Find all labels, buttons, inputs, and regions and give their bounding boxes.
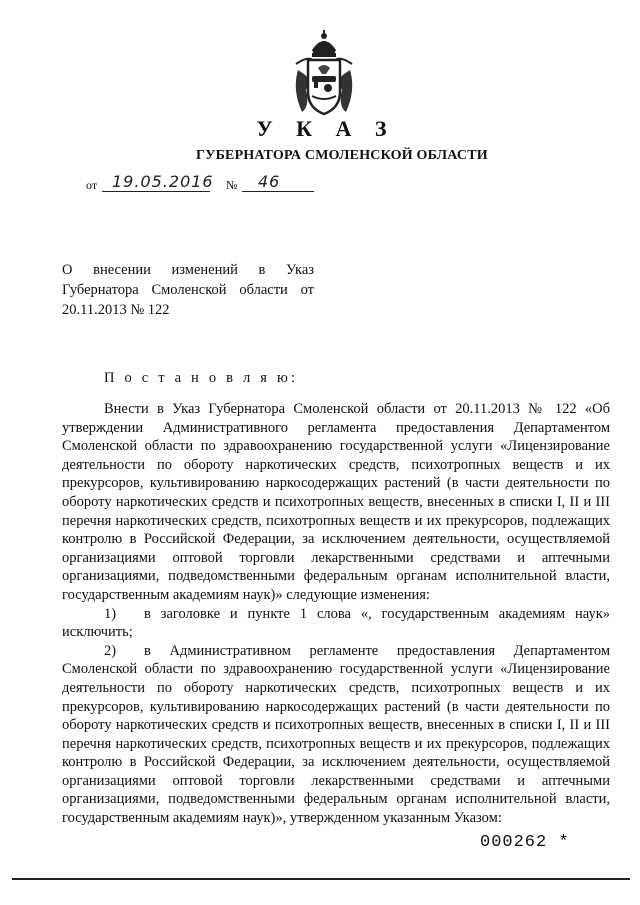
number-underline [242, 191, 314, 192]
subject-line: О внесении изменений в Указ [62, 262, 314, 278]
document-subject [62, 260, 314, 320]
document-subtitle: ГУБЕРНАТОРА СМОЛЕНСКОЙ ОБЛАСТИ [196, 148, 488, 163]
date-value: 19.05.2016 [112, 172, 214, 191]
body-item-1 [62, 605, 610, 642]
date-underline [102, 191, 210, 192]
date-number-line [86, 172, 326, 194]
subject-line: 20.11.2013 № 122 [62, 302, 170, 318]
document-title: У К А З [256, 116, 396, 141]
footer-rule [12, 878, 630, 880]
number-value: 46 [258, 172, 281, 191]
date-label: от [86, 178, 98, 192]
number-label: № [226, 178, 238, 192]
coat-of-arms-emblem [290, 30, 358, 120]
item-text: в Административном регламенте предоставления Департаментом Смоленской области по здравоохранению государственной услуги «Лицензирование деятельности по обороту наркотических средств, психотропных веществ и их прекурсоров, культивированию наркосодержащих растений (в части деятельности по обороту наркотических средств и психотропных веществ, внесенных в списки I, II и III перечня наркотических средств, психотропных веществ и их прекурсоров, подлежащих контролю в Российской Федерации, за исключением деятельности, осуществляемой организациями оптовой торговли лекарственными средствами и аптечными организациями, подведомственными федеральным органам исполнительной власти, государственным академиям наук)», утвержденном указанным Указом: [62, 642, 610, 827]
subject-line: Губернатора Смоленской области от [62, 282, 314, 298]
item-number: 1) [104, 605, 117, 622]
item-text: в заголовке и пункте 1 слова «, государственным академиям наук» исключить; [62, 605, 610, 641]
decree-word: П о с т а н о в л я ю: [104, 370, 299, 386]
body-item-2 [62, 642, 610, 828]
document-body [62, 400, 610, 828]
body-intro-paragraph: Внести в Указ Губернатора Смоленской области от 20.11.2013 № 122 «Об утверждении Административного регламента предоставления Департаментом Смоленской области по здравоохранению государственной услуги «Лицензирование деятельности по обороту наркотических средств, психотропных веществ и их прекурсоров, культивированию наркосодержащих растений (в части деятельности по обороту наркотических средств и психотропных веществ, внесенных в списки I, II и III перечня наркотических средств, психотропных веществ и их прекурсоров, подлежащих контролю в Российской Федерации, за исключением деятельности, осуществляемой организациями оптовой торговли лекарственными средствами и аптечными организациями, подведомственными федеральным органам исполнительной власти, государственным академиям наук)» следующие изменения: [62, 401, 610, 603]
document-serial-number: 000262 * [480, 833, 570, 852]
item-number: 2) [104, 642, 117, 659]
